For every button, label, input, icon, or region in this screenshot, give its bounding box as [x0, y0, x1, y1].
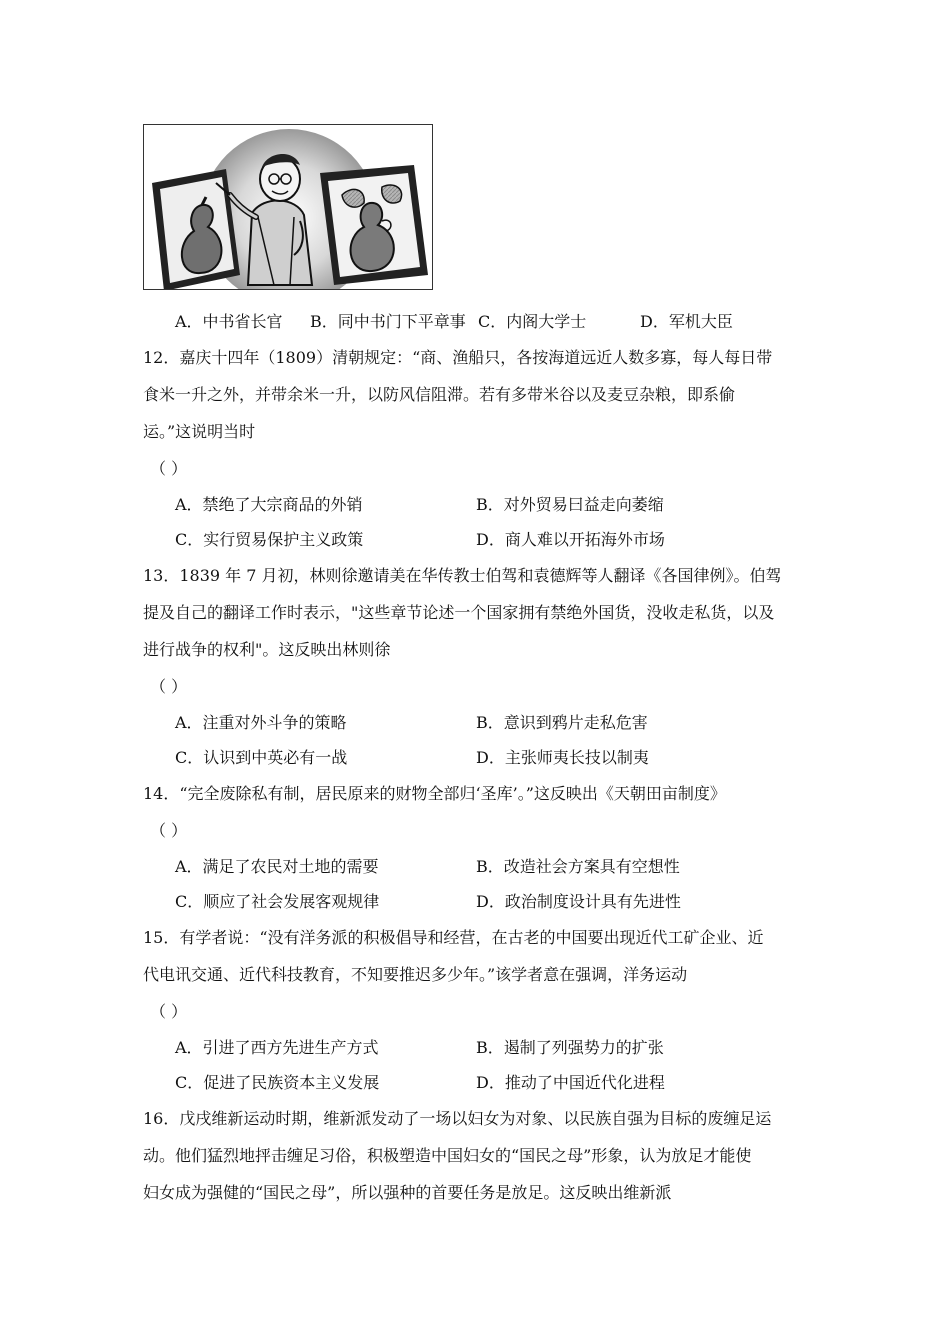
right-painting-frame [320, 165, 428, 285]
q13-option-b: B．意识到鸦片走私危害 [476, 713, 648, 732]
q14-option-a: A．满足了农民对土地的需要 [175, 857, 379, 876]
q12-option-c: C．实行贸易保护主义政策 [175, 530, 364, 549]
q12-option-b: B．对外贸易曰益走向萎缩 [476, 495, 664, 514]
q13-stem-line-3: 进行战争的权利"。这反映出林则徐 [143, 640, 391, 659]
q12-option-d: D．商人难以开拓海外市场 [476, 530, 665, 549]
q13-option-c: C．认识到中英必有一战 [175, 748, 348, 767]
q14-stem-line-1: 14．“完全废除私有制，居民原来的财物全部归‘圣库’。”这反映出《天朝田亩制度》 [143, 784, 726, 803]
q15-option-b: B．遏制了列强势力的扩张 [476, 1038, 664, 1057]
q16-stem-line-2: 动。他们猛烈地抨击缠足习俗，积极塑造中国妇女的“国民之母”形象，认为放足才能使 [143, 1146, 752, 1165]
q12-stem-line-1: 12．嘉庆十四年（1809）清朝规定：“商、渔船只，各按海道远近人数多寡，每人每日带 [143, 348, 773, 367]
left-painting-frame [152, 169, 240, 290]
q11-option-c: C．内阁大学士 [478, 312, 587, 331]
q15-option-d: D．推动了中国近代化进程 [476, 1073, 665, 1092]
q16-stem-line-3: 妇女成为强健的“国民之母”，所以强种的首要任务是放足。这反映出维新派 [143, 1183, 672, 1202]
q15-option-c: C．促进了民族资本主义发展 [175, 1073, 380, 1092]
q12-option-a: A．禁绝了大宗商品的外销 [175, 495, 363, 514]
q14-answer-blank: （ ） [150, 821, 188, 840]
q16-stem-line-1: 16．戊戌维新运动时期，维新派发动了一场以妇女为对象、以民族自强为目标的废缠足运 [143, 1109, 772, 1128]
q13-stem-line-1: 13．1839 年 7 月初，林则徐邀请美在华传教士伯驾和袁德辉等人翻译《各国律例》。伯驾 [143, 566, 782, 585]
q15-answer-blank: （ ） [150, 1002, 188, 1021]
q15-option-a: A．引进了西方先进生产方式 [175, 1038, 379, 1057]
q13-option-a: A．注重对外斗争的策略 [175, 713, 347, 732]
q15-stem-line-2: 代电讯交通、近代科技教育，不知要推迟多少年。”该学者意在强调，洋务运动 [143, 965, 688, 984]
q14-option-d: D．政治制度设计具有先进性 [476, 892, 681, 911]
q15-stem-line-1: 15．有学者说：“没有洋务派的积极倡导和经营，在古老的中国要出现近代工矿企业、近 [143, 928, 764, 947]
q14-option-c: C．顺应了社会发展客观规律 [175, 892, 380, 911]
q12-stem-line-2: 食米一升之外，并带余米一升，以防风信阻滞。若有多带米谷以及麦豆杂粮，即系偷 [143, 385, 736, 404]
q12-stem-line-3: 运。”这说明当时 [143, 422, 256, 441]
cartoon-illustration [143, 124, 433, 290]
q11-option-b: B．同中书门下平章事 [310, 312, 466, 331]
painter-cartoon [144, 125, 433, 290]
q13-answer-blank: （ ） [150, 677, 188, 696]
q14-option-b: B．改造社会方案具有空想性 [476, 857, 680, 876]
q12-answer-blank: （ ） [150, 459, 188, 478]
q13-stem-line-2: 提及自己的翻译工作时表示，"这些章节论述一个国家拥有禁绝外国货，没收走私货，以及 [143, 603, 775, 622]
q11-option-d: D．军机大臣 [640, 312, 733, 331]
q13-option-d: D．主张师夷长技以制夷 [476, 748, 649, 767]
q11-option-a: A．中书省长官 [175, 312, 283, 331]
